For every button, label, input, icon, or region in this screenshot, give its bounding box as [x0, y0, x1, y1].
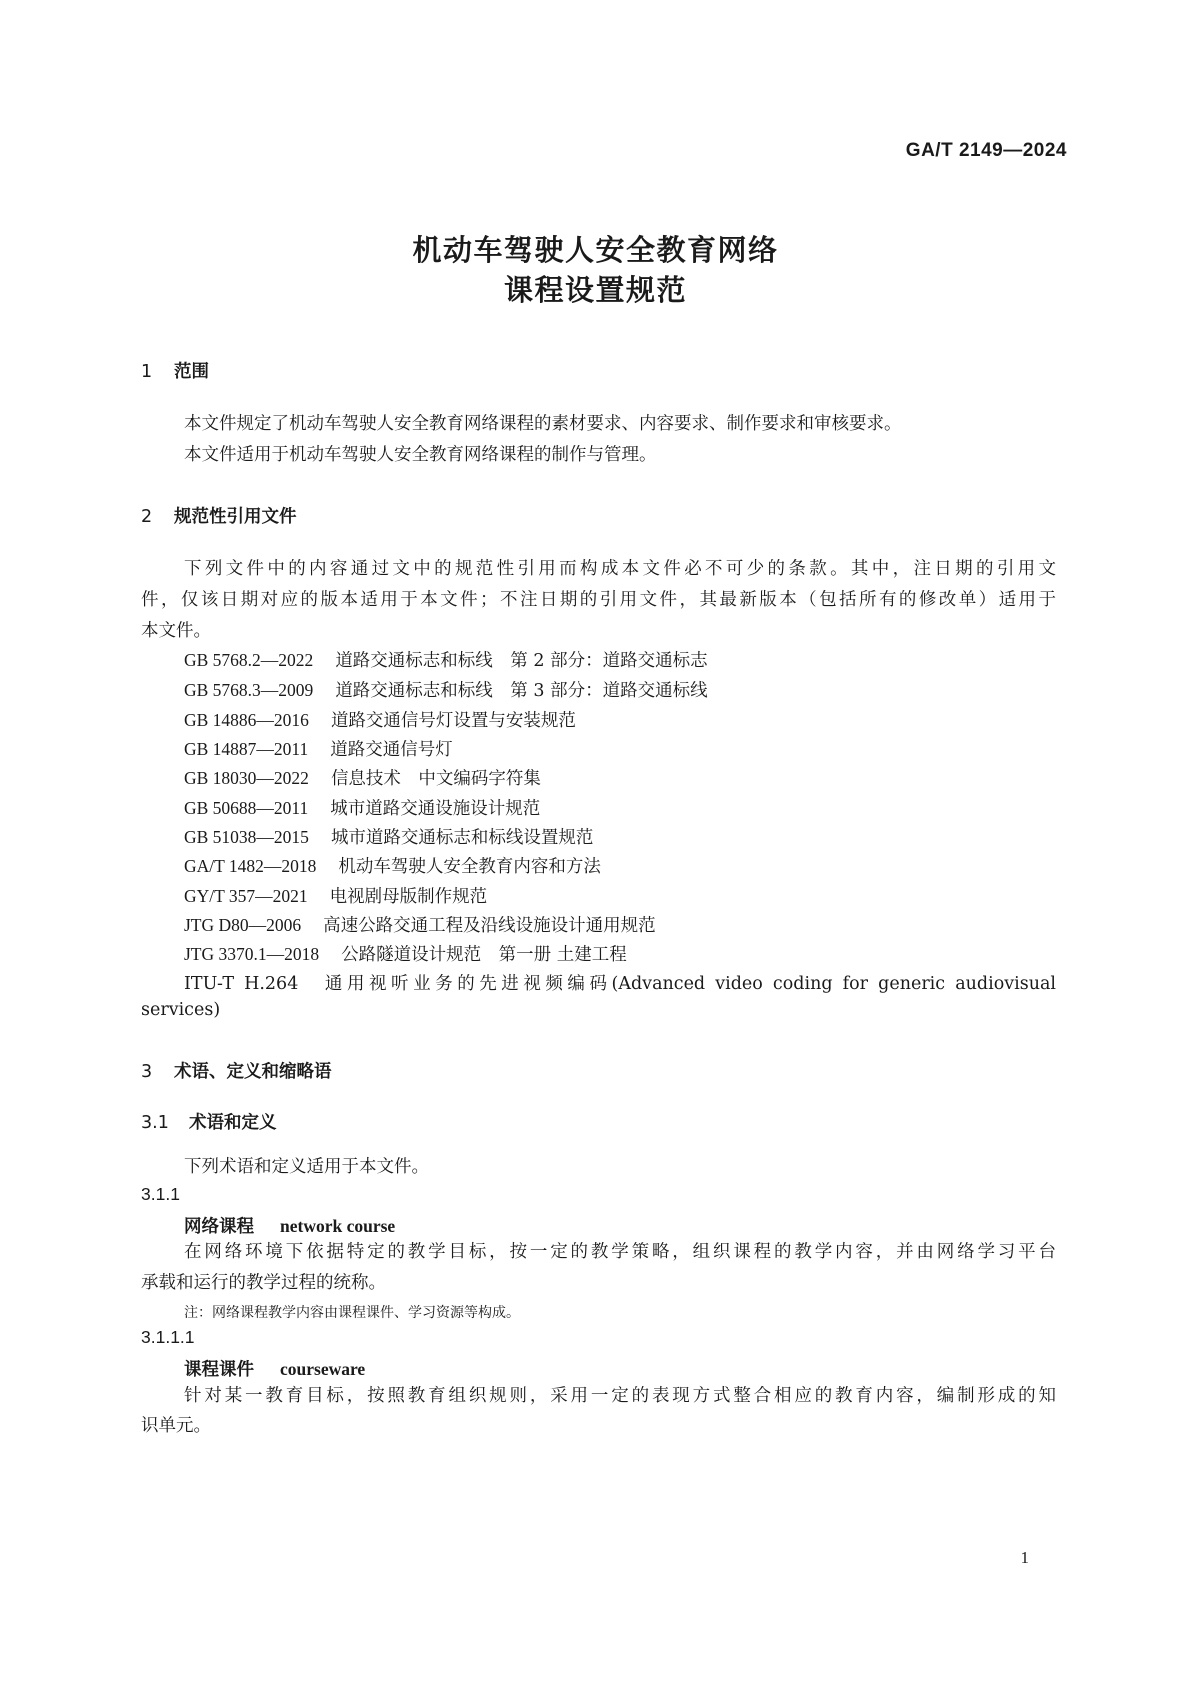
- reference-code: GA/T 1482—2018: [184, 856, 317, 876]
- subsection-3-1-heading: [141, 1109, 277, 1134]
- term-number: 3.1.1.1: [141, 1327, 195, 1347]
- section-number: 1: [141, 362, 153, 382]
- reference-item: [184, 912, 656, 937]
- reference-item: [184, 883, 487, 908]
- term-name: [184, 1213, 395, 1238]
- reference-code: GB 14886—2016: [184, 710, 309, 730]
- section-title: 规范性引用文件: [174, 507, 297, 527]
- reference-title: 信息技术 中文编码字符集: [330, 769, 541, 789]
- term-name-zh: 课程课件: [184, 1360, 254, 1380]
- reference-item: [184, 941, 627, 966]
- reference-title: 道路交通标志和标线 第 2 部分：道路交通标志: [335, 651, 708, 671]
- section-title: 术语、定义和缩略语: [174, 1062, 332, 1082]
- document-title-line2: 课程设置规范: [503, 273, 687, 307]
- reference-code: GB 50688—2011: [184, 798, 309, 818]
- standard-code: GA/T 2149—2024: [905, 140, 1067, 161]
- reference-title: 高速公路交通工程及沿线设施设计通用规范: [323, 916, 656, 936]
- reference-item: [184, 795, 540, 820]
- term-definition-line: 识单元。: [141, 1416, 211, 1436]
- reference-item: [184, 765, 541, 790]
- reference-item: [184, 677, 708, 702]
- paragraph: 下列术语和定义适用于本文件。: [184, 1157, 429, 1177]
- reference-title: 城市道路交通设施设计规范: [330, 799, 541, 819]
- reference-item: [184, 736, 453, 761]
- paragraph: 本文件规定了机动车驾驶人安全教育网络课程的素材要求、内容要求、制作要求和审核要求。: [184, 414, 902, 434]
- section-1-heading: [141, 358, 209, 383]
- reference-title: 公路隧道设计规范 第一册 土建工程: [341, 945, 627, 965]
- reference-code: GB 18030—2022: [184, 768, 309, 788]
- reference-title: 机动车驾驶人安全教育内容和方法: [338, 857, 601, 877]
- subsection-number: 3.1: [141, 1113, 169, 1133]
- paragraph-line: 本文件。: [141, 621, 211, 641]
- term-name-en: courseware: [280, 1359, 366, 1379]
- page-number: 1: [1020, 1548, 1029, 1567]
- reference-item-continuation: services): [141, 1000, 221, 1020]
- reference-item: [184, 824, 593, 849]
- reference-item: [184, 853, 601, 878]
- section-title: 范围: [174, 362, 209, 382]
- section-number: 2: [141, 507, 153, 527]
- term-name-zh: 网络课程: [184, 1217, 254, 1237]
- reference-code: JTG 3370.1—2018: [184, 944, 320, 964]
- paragraph-line: 件，仅该日期对应的版本适用于本文件；不注日期的引用文件，其最新版本（包括所有的修改单）适用于: [141, 590, 1056, 610]
- reference-code: GB 5768.3—2009: [184, 680, 314, 700]
- term-definition-line: 针对某一教育目标，按照教育组织规则，采用一定的表现方式整合相应的教育内容，编制形成的知: [184, 1386, 1056, 1406]
- reference-code: GB 14887—2011: [184, 739, 309, 759]
- section-2-heading: [141, 503, 297, 528]
- reference-item: [184, 707, 576, 732]
- paragraph-line: 下列文件中的内容通过文中的规范性引用而构成本文件必不可少的条款。其中，注日期的引用文: [184, 559, 1056, 579]
- reference-item: [184, 647, 708, 672]
- term-definition-line: 在网络环境下依据特定的教学目标，按一定的教学策略，组织课程的教学内容，并由网络学习平台: [184, 1242, 1056, 1262]
- term-number: 3.1.1: [141, 1184, 180, 1204]
- paragraph: 本文件适用于机动车驾驶人安全教育网络课程的制作与管理。: [184, 445, 657, 465]
- reference-title: 道路交通标志和标线 第 3 部分：道路交通标线: [335, 681, 708, 701]
- reference-code: GB 51038—2015: [184, 827, 309, 847]
- subsection-title: 术语和定义: [189, 1113, 277, 1133]
- reference-title: 道路交通信号灯设置与安装规范: [330, 711, 576, 731]
- reference-code: GY/T 357—2021: [184, 886, 308, 906]
- reference-title: 道路交通信号灯: [330, 740, 453, 760]
- term-name: [184, 1356, 365, 1381]
- term-definition-line: 承载和运行的教学过程的统称。: [141, 1273, 386, 1293]
- reference-code: GB 5768.2—2022: [184, 650, 314, 670]
- section-3-heading: [141, 1058, 332, 1083]
- reference-title: 电视剧母版制作规范: [329, 887, 488, 907]
- section-number: 3: [141, 1062, 153, 1082]
- term-name-en: network course: [280, 1216, 396, 1236]
- reference-code: JTG D80—2006: [184, 915, 302, 935]
- document-title-line1: 机动车驾驶人安全教育网络: [412, 233, 779, 267]
- term-note: 注：网络课程教学内容由课程课件、学习资源等构成。: [184, 1305, 520, 1321]
- reference-title: 城市道路交通标志和标线设置规范: [330, 828, 594, 848]
- reference-item: ITU-T H.264 通用视听业务的先进视频编码(Advanced video coding for generic audiovisual: [184, 974, 1056, 994]
